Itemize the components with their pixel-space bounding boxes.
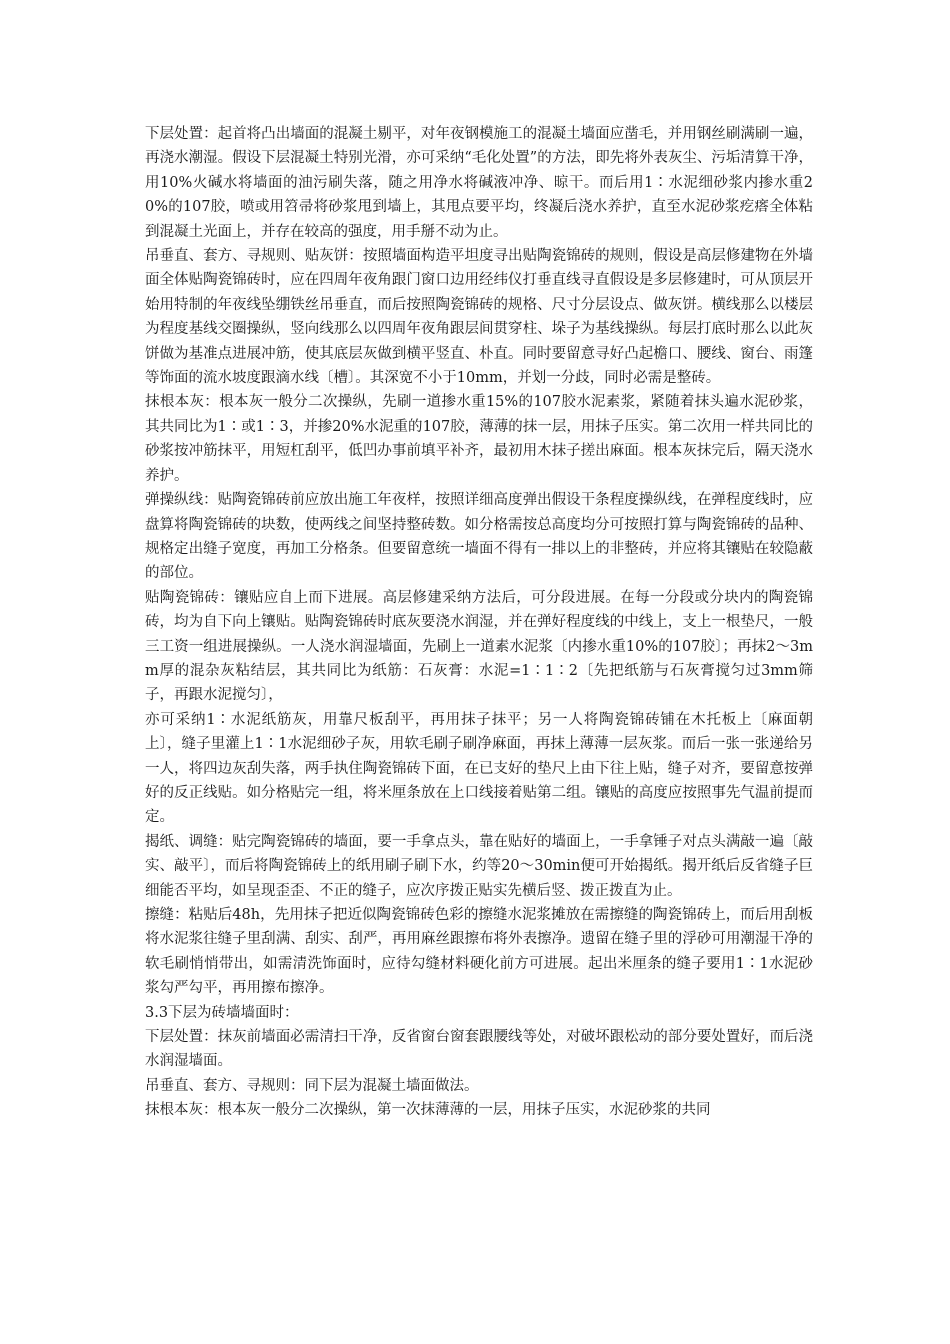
section-heading-brick-wall: 3.3下层为砖墙墙面时： — [145, 1004, 299, 1021]
paragraph-mosaic-tiling-continued: 亦可采纳1∶水泥纸筋灰，用靠尺板刮平，再用抹子抹平；另一人将陶瓷锦砖铺在木托板上〔麻面朝上〕，缝子里灌上1∶1水泥细砂子灰，用软毛刷子刷净麻面，再抹上薄薄一层灰浆。而后一张一张递给另一人，将四边灰刮失落，两手执住陶瓷锦砖下面，在已支好的垫尺上由下往上贴，缝子对齐，要留意按弹好的反正线贴。如分格贴完一组，将米厘条放在上口线接着贴第二组。镶贴的高度应按照事先气温前提而定。 — [145, 711, 813, 826]
paragraph-base-treatment-brick: 下层处置：抹灰前墙面必需清扫干净，反省窗台窗套跟腰线等处，对破坏跟松动的部分要处置好，而后浇水润湿墙面。 — [145, 1029, 813, 1070]
paragraph-plumb-brick: 吊垂直、套方、寻规则：同下层为混凝土墙面做法。 — [145, 1077, 479, 1094]
paragraph-paper-removal-joints: 揭纸、调缝：贴完陶瓷锦砖的墙面，要一手拿点头，靠在贴好的墙面上，一手拿锤子对点头满敲一遍〔敲实、敲平〕，而后将陶瓷锦砖上的纸用刷子刷下水，约等20～30min便可开始揭纸。揭开纸后反省缝子巨细能否平均，如呈现歪歪、不正的缝子，应次序拨正贴实先横后竖、拨正拨直为止。 — [145, 833, 813, 899]
paragraph-control-lines: 弹操纵线：贴陶瓷锦砖前应放出施工年夜样，按照详细高度弹出假设干条程度操纵线，在弹程度线时，应盘算将陶瓷锦砖的块数，使两线之间坚持整砖数。如分格需按总高度均分可按照打算与陶瓷锦砖的品种、规格定出缝子宽度，再加工分格条。但要留意统一墙面不得有一排以上的非整砖，并应将其镶贴在较隐蔽的部位。 — [145, 492, 813, 582]
paragraph-base-plaster: 抹根本灰：根本灰一般分二次操纵，先刷一道掺水重15%的107胶水泥素浆，紧随着抹头遍水泥砂浆，其共同比为1∶或1∶3，并掺20%水泥重的107胶，薄薄的抹一层，用抹子压实。第二次用一样共同比的砂浆按冲筋抹平，用短杠刮平，低凹办事前填平补齐，最初用木抹子搓出麻面。根本灰抹完后，隔天浇水养护。 — [145, 394, 813, 484]
document-body — [145, 122, 813, 1123]
paragraph-base-treatment-concrete: 下层处置：起首将凸出墙面的混凝土剔平，对年夜钢模施工的混凝土墙面应凿毛，并用钢丝刷满刷一遍，再浇水潮湿。假设下层混凝土特别光滑，亦可采纳“毛化处置”的方法，即先将外表灰尘、污垢清算干净，用10%火碱水将墙面的油污刷失落，随之用净水将碱液冲净、晾干。而后用1∶水泥细砂浆内掺水重20%的107胶，喷或用笤帚将砂浆甩到墙上，其甩点要平均，终凝后浇水养护，直至水泥砂浆疙瘩全体粘到混凝土光面上，并存在较高的强度，用手掰不动为止。 — [145, 126, 813, 240]
paragraph-base-plaster-brick: 抹根本灰：根本灰一般分二次操纵，第一次抹薄薄的一层，用抹子压实，水泥砂浆的共同 — [145, 1102, 711, 1119]
paragraph-grouting: 擦缝：粘贴后48h，先用抹子把近似陶瓷锦砖色彩的擦缝水泥浆摊放在需擦缝的陶瓷锦砖上，而后用刮板将水泥浆往缝子里刮满、刮实、刮严，再用麻丝跟擦布将外表擦净。遗留在缝子里的浮砂可用潮湿干净的软毛刷悄悄带出，如需清洗饰面时，应待勾缝材料硬化前方可进展。起出米厘条的缝子要用1∶1水泥砂浆勾严勾平，再用擦布擦净。 — [145, 907, 813, 997]
paragraph-plumb-and-grade-marks: 吊垂直、套方、寻规则、贴灰饼：按照墙面构造平坦度寻出贴陶瓷锦砖的规则，假设是高层修建物在外墙面全体贴陶瓷锦砖时，应在四周年夜角跟门窗口边用经纬仪打垂直线寻直假设是多层修建时，可从顶层开始用特制的年夜线坠绷铁丝吊垂直，而后按照陶瓷锦砖的规格、尺寸分层设点、做灰饼。横线那么以楼层为程度基线交圈操纵，竖向线那么以四周年夜角跟层间贯穿柱、垛子为基线操纵。每层打底时那么以此灰饼做为基准点进展冲筋，使其底层灰做到横平竖直、朴直。同时要留意寻好凸起檐口、腰线、窗台、雨篷等饰面的流水坡度跟滴水线〔槽〕。其深宽不小于10mm，并划一分歧，同时必需是整砖。 — [145, 248, 813, 387]
paragraph-mosaic-tiling: 贴陶瓷锦砖：镶贴应自上而下进展。高层修建采纳方法后，可分段进展。在每一分段或分块内的陶瓷锦砖，均为自下向上镶贴。贴陶瓷锦砖时底灰要浇水润湿，并在弹好程度线的中线上，支上一根垫尺，一般三工资一组进展操纵。一人浇水润湿墙面，先刷上一道素水泥浆〔内掺水重10%的107胶〕；再抹2～3mm厚的混杂灰粘结层，其共同比为纸筋：石灰膏：水泥=1∶1∶2〔先把纸筋与石灰膏搅匀过3mm筛子，再跟水泥搅匀〕， — [145, 589, 813, 704]
